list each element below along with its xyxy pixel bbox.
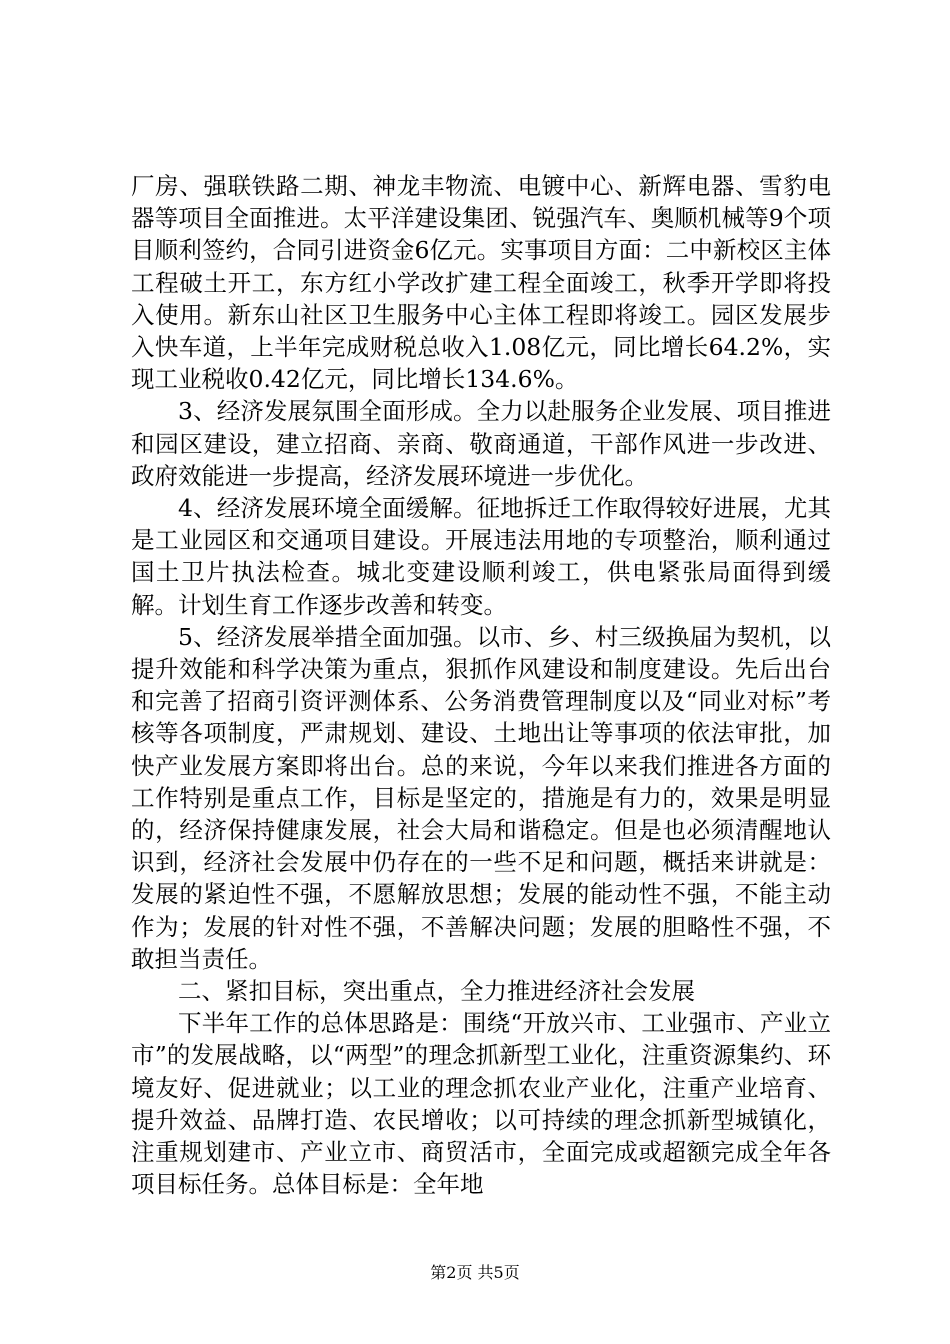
paragraph-item-4: 4、经济发展环境全面缓解。征地拆迁工作取得较好进展，尤其是工业园区和交通项目建设。开展违法用地的专项整治，顺利通过国土卫片执法检查。城北变建设顺利竣工，供电紧张局面得到缓解。计划生育工作逐步改善和转变。	[131, 494, 831, 619]
paragraph-continuation: 厂房、强联铁路二期、神龙丰物流、电镀中心、新辉电器、雪豹电器等项目全面推进。太平洋建设集团、锐强汽车、奥顺机械等9个项目顺利签约，合同引进资金6亿元。实事项目方面：二中新校区主体工程破土开工，东方红小学改扩建工程全面竣工，秋季开学即将投入使用。新东山社区卫生服务中心主体工程即将竣工。园区发展步入快车道，上半年完成财税总收入1.08亿元，同比增长64.2%，实现工业税收0.42亿元，同比增长134.6%。	[131, 172, 831, 394]
paragraph-item-3: 3、经济发展氛围全面形成。全力以赴服务企业发展、项目推进和园区建设，建立招商、亲商、敬商通道，干部作风进一步改进、政府效能进一步提高，经济发展环境进一步优化。	[131, 397, 831, 490]
page-number-footer: 第2页 共5页	[430, 1263, 520, 1282]
paragraph-overall-approach: 下半年工作的总体思路是：围绕“开放兴市、工业强市、产业立市”的发展战略，以“两型”的理念抓新型工业化，注重资源集约、环境友好、促进就业；以工业的理念抓农业产业化，注重产业培育、提升效益、品牌打造、农民增收；以可持续的理念抓新型城镇化，注重规划建市、产业立市、商贸活市，全面完成或超额完成全年各项目标任务。总体目标是：全年地	[131, 1009, 831, 1199]
section-heading-2: 二、紧扣目标，突出重点，全力推进经济社会发展	[178, 977, 695, 1006]
document-body	[131, 170, 831, 1201]
paragraph-item-5: 5、经济发展举措全面加强。以市、乡、村三级换届为契机，以提升效能和科学决策为重点，狠抓作风建设和制度建设。先后出台和完善了招商引资评测体系、公务消费管理制度以及“同业对标”考核等各项制度，严肃规划、建设、土地出让等事项的依法审批，加快产业发展方案即将出台。总的来说，今年以来我们推进各方面的工作特别是重点工作，目标是坚定的，措施是有力的，效果是明显的，经济保持健康发展，社会大局和谐稳定。但是也必须清醒地认识到，经济社会发展中仍存在的一些不足和问题，概括来讲就是：发展的紧迫性不强，不愿解放思想；发展的能动性不强，不能主动作为；发展的针对性不强，不善解决问题；发展的胆略性不强，不敢担当责任。	[131, 622, 831, 973]
